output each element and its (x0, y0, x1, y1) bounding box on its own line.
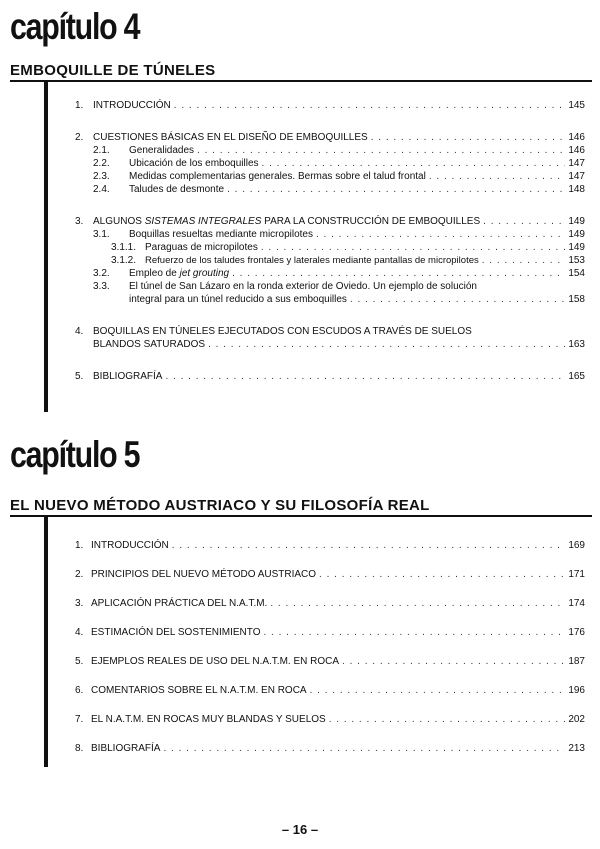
toc-entry[interactable]: 3.1.2. Refuerzo de los taludes frontales y laterales mediante pantallas de micropilotes . . . 153 (111, 255, 585, 267)
chapter-5-margin-bar (44, 517, 48, 767)
toc-entry-number: 3.3. (93, 281, 110, 292)
chapter-5-title: EL NUEVO MÉTODO AUSTRIACO Y SU FILOSOFÍA REAL (10, 497, 430, 514)
toc-entry[interactable]: 6. COMENTARIOS SOBRE EL N.A.T.M. EN ROCA . . . 196 (75, 685, 585, 697)
toc-entry[interactable]: 7. EL N.A.T.M. EN ROCAS MUY BLANDAS Y SUELOS . . . 202 (75, 714, 585, 726)
toc-entry[interactable]: 2. CUESTIONES BÁSICAS EN EL DISEÑO DE EMBOQUILLES . . . 146 (75, 132, 585, 144)
toc-entry[interactable]: 2.3. Medidas complementarias generales. Bermas sobre el talud frontal . . . 147 (93, 171, 585, 183)
toc-entry[interactable]: BLANDOS SATURADOS . . . 163 (93, 339, 585, 351)
toc-entry-number: 4. (75, 326, 84, 337)
toc-entry[interactable]: 2. PRINCIPIOS DEL NUEVO MÉTODO AUSTRIACO . . . 171 (75, 569, 585, 581)
toc-entry[interactable]: 2.1. Generalidades . . . 146 (93, 145, 585, 157)
chapter-5-rule (10, 515, 592, 517)
toc-entry[interactable]: 3.1. Boquillas resueltas mediante micropilotes . . . 149 (93, 229, 585, 241)
toc-entry[interactable]: 3.2. Empleo de jet grouting . . . 154 (93, 268, 585, 280)
toc-entry[interactable]: 2.4. Taludes de desmonte . . . 148 (93, 184, 585, 196)
toc-entry[interactable]: 3.1.1. Paraguas de micropilotes . . . 149 (111, 242, 585, 254)
chapter-5-heading: capítulo 5 (10, 434, 140, 475)
toc-entry[interactable]: 5. EJEMPLOS REALES DE USO DEL N.A.T.M. EN ROCA . . . 187 (75, 656, 585, 668)
chapter-4-title: EMBOQUILLE DE TÚNELES (10, 62, 216, 79)
toc-entry[interactable]: 3. ALGUNOS SISTEMAS INTEGRALES PARA LA CONSTRUCCIÓN DE EMBOQUILLES . . . 149 (75, 216, 585, 228)
page-number: – 16 – (281, 822, 319, 837)
toc-entry[interactable]: 3. APLICACIÓN PRÁCTICA DEL N.A.T.M. . . . 174 (75, 598, 585, 610)
toc-entry[interactable]: 5. BIBLIOGRAFÍA . . . 165 (75, 371, 585, 383)
toc-entry[interactable]: 2.2. Ubicación de los emboquilles . . . 147 (93, 158, 585, 170)
toc-entry[interactable]: integral para un túnel reducido a sus emboquilles . . . 158 (129, 294, 585, 306)
chapter-4-margin-bar (44, 82, 48, 412)
toc-entry-line1: El túnel de San Lázaro en la ronda exterior de Oviedo. Un ejemplo de solución (129, 281, 477, 292)
chapter-4-heading: capítulo 4 (10, 6, 140, 47)
toc-entry-line1: BOQUILLAS EN TÚNELES EJECUTADOS CON ESCUDOS A TRAVÉS DE SUELOS (93, 326, 472, 337)
toc-entry[interactable]: 1. INTRODUCCIÓN . . . 169 (75, 540, 585, 552)
toc-entry[interactable]: 8. BIBLIOGRAFÍA . . . 213 (75, 743, 585, 755)
toc-entry[interactable]: 1. INTRODUCCIÓN . . . 145 (75, 100, 585, 112)
toc-entry[interactable]: 4. ESTIMACIÓN DEL SOSTENIMIENTO . . . 176 (75, 627, 585, 639)
chapter-4-rule (10, 80, 592, 82)
